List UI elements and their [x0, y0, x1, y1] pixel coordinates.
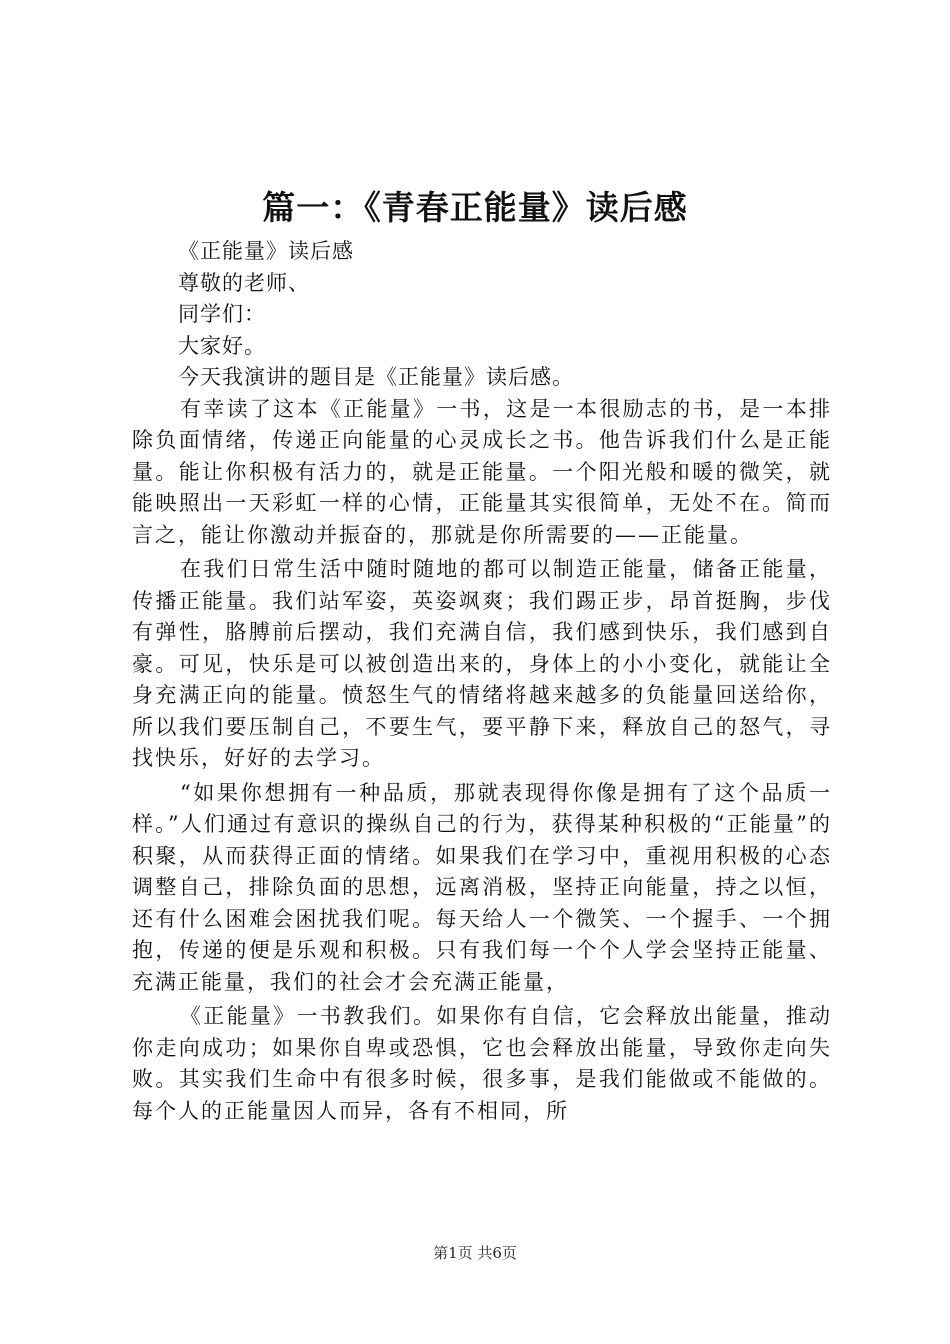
document-title: 篇一：《青春正能量》读后感	[262, 188, 688, 227]
body-paragraph: 有幸读了这本《正能量》一书，这是一本很励志的书，是一本排除负面情绪，传递正向能量的心灵成长之书。他告诉我们什么是正能量。能让你积极有活力的，就是正能量。一个阳光般和暖的微笑，就能映照出一天彩虹一样的心情，正能量其实很简单，无处不在。简而言之，能让你激动并振奋的，那就是你所需要的——正能量。	[132, 396, 832, 547]
salutation-teachers: 尊敬的老师、	[178, 270, 310, 295]
body-paragraph: “如果你想拥有一种品质，那就表现得你像是拥有了这个品质一样。”人们通过有意识的操纵自己的行为，获得某种积极的“正能量”的积聚，从而获得正面的情绪。如果我们在学习中，重视用积极的心态调整自己，排除负面的思想，远离消极，坚持正向能量，持之以恒，还有什么困难会困扰我们呢。每天给人一个微笑、一个握手、一个拥抱，传递的便是乐观和积极。只有我们每一个个人学会坚持正能量、充满正能量，我们的社会才会充满正能量，	[132, 780, 832, 994]
speech-topic-line: 今天我演讲的题目是《正能量》读后感。	[178, 365, 574, 389]
salutation-classmates: 同学们：	[178, 302, 266, 326]
body-paragraph: 在我们日常生活中随时随地的都可以制造正能量，储备正能量，传播正能量。我们站军姿，英姿飒爽；我们踢正步，昂首挺胸，步伐有弹性，胳膊前后摆动，我们充满自信，我们感到快乐，我们感到自豪。可见，快乐是可以被创造出来的，身体上的小小变化，就能让全身充满正向的能量。愤怒生气的情绪将越来越多的负能量回送给你，所以我们要压制自己，不要生气，要平静下来，释放自己的怒气，寻找快乐，好好的去学习。	[132, 557, 832, 770]
subtitle-line: 《正能量》读后感	[178, 239, 354, 263]
document-body	[132, 236, 832, 1130]
body-paragraph: 《正能量》一书教我们。如果你有自信，它会释放出能量，推动你走向成功；如果你自卑或恐惧，它也会释放出能量，导致你走向失败。其实我们生命中有很多时候，很多事，是我们能做或不能做的。每个人的正能量因人而异，各有不相同，所	[132, 1004, 832, 1123]
greeting-line: 大家好。	[178, 333, 266, 358]
page-number-footer: 第1页 共6页	[433, 1244, 517, 1262]
